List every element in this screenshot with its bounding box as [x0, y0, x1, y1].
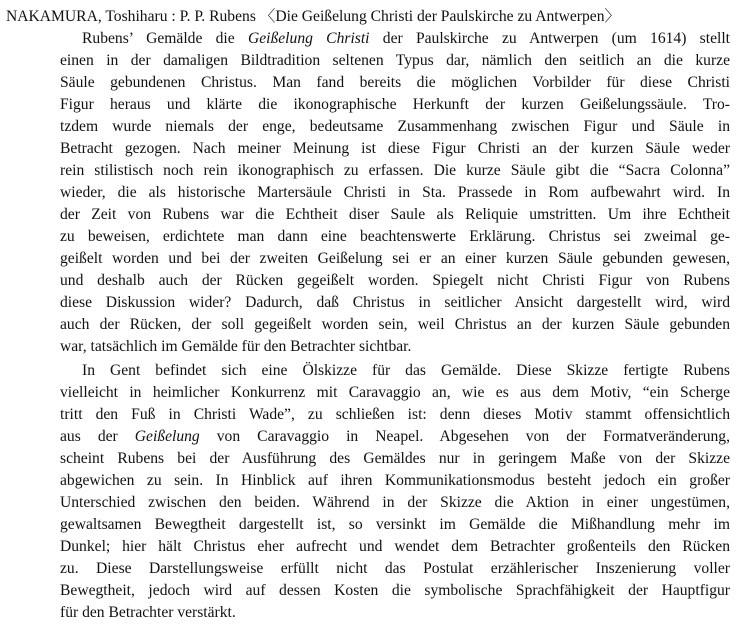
text-line: gewaltsamen Bewegtheit dargestellt ist, so versinkt im Gemälde die Mißhandlung mehr im [60, 516, 730, 533]
text-line: der Zeit von Rubens war die Echtheit diser Saule als Reliquie umstritten. Um ihre Echtheit [60, 206, 730, 223]
text-line: Säule gebundenen Christus. Man fand bereits die möglichen Vorbilder für diese Christi [60, 74, 730, 91]
text-line: tzdem wurde niemals der enge, bedeutsame Zusammenhang zwischen Figur und Säule in [60, 118, 730, 135]
text-line: tritt den Fuß in Christi Wade”, zu schließen ist: denn dieses Motiv stammt offensichtlich [60, 406, 730, 423]
article-heading [6, 6, 746, 28]
text-line: Rubens’ Gemälde die Geißelung Christi der Paulskirche zu Antwerpen (um 1614) stellt [82, 30, 730, 47]
text-line: diese Diskussion wider? Dadurch, daß Christus in seitlicher Ansicht dargestellt wird, wird [60, 294, 730, 311]
text-line: Betracht gezogen. Nach meiner Meinung ist diese Figur Christi an der kurzen Säule weder [60, 140, 730, 157]
text-line: geißelt worden und bei der zweiten Geißelung sei er an einer kurzen Säule gebunden gewesen, [60, 250, 730, 267]
text-line: aus der Geißelung von Caravaggio in Neapel. Abgesehen von der Formatveränderung, [60, 428, 731, 445]
author-name: NAKAMURA, Toshiharu : [6, 8, 176, 25]
text-line: wieder, die als historische Martersäule Christi in Sta. Prassede in Rom aufbewahrt wird. In [60, 184, 730, 201]
text-line: Bewegtheit, jedoch wird auf dessen Kosten die symbolische Sprachfähigkeit der Hauptfigur [60, 582, 730, 599]
italic-title: Geißelung Christi [247, 30, 370, 47]
text-line: Unterschied zwischen den beiden. Während in der Skizze die Aktion in einer ungestümen, [60, 494, 730, 511]
text-line: zu beweisen, erdichtete man dann eine beachtenswerte Erklärung. Christus sei zweimal ge- [60, 228, 730, 245]
text-line: Dunkel; hier hält Christus eher aufrecht und wendet dem Betrachter großenteils den Rücken [60, 538, 730, 555]
text-line: Figur heraus und klärte die ikonographische Herkunft der kurzen Geißelungssäule. Tro- [60, 96, 730, 113]
text-line: einen in der damaligen Bildtradition seltenen Typus dar, nämlich den seitlich an die kurze [60, 52, 730, 69]
text-line: abgewichen zu sein. In Hinblick auf ihren Kommunikationsmodus besteht jedoch ein großer [60, 472, 730, 489]
text-line: und deshalb auch der Rücken gegeißelt worden. Spiegelt nicht Christi Figur von Rubens [60, 272, 730, 289]
italic-title: Geißelung [134, 428, 200, 445]
text-line: zu. Diese Darstellungsweise erfüllt nicht das Postulat erzählerischer Inszenierung voller [60, 560, 730, 577]
text-line: rein stilistisch noch rein ikonographisch zu erfassen. Die kurze Säule gibt die “Sacra Colonna” [60, 162, 730, 179]
article-title: P. P. Rubens 〈Die Geißelung Christi der Paulskirche zu Antwerpen〉 [179, 8, 621, 25]
text-line: scheint Rubens bei der Ausführung des Gemäldes nur in geringem Maße von der Skizze [60, 450, 730, 467]
text-line: für den Betrachter verstärkt. [60, 604, 236, 621]
text-line: In Gent befindet sich eine Ölskizze für das Gemälde. Diese Skizze fertigte Rubens [82, 362, 730, 379]
text-line: auch der Rücken, der soll gegeißelt worden sein, weil Christus an der kurzen Säule gebunden [60, 316, 730, 333]
text-line: vielleicht in heimlicher Konkurrenz mit Caravaggio an, wie es aus dem Motiv, “ein Scherge [60, 384, 730, 401]
text-line: war, tatsächlich im Gemälde für den Betrachter sichtbar. [60, 338, 412, 355]
